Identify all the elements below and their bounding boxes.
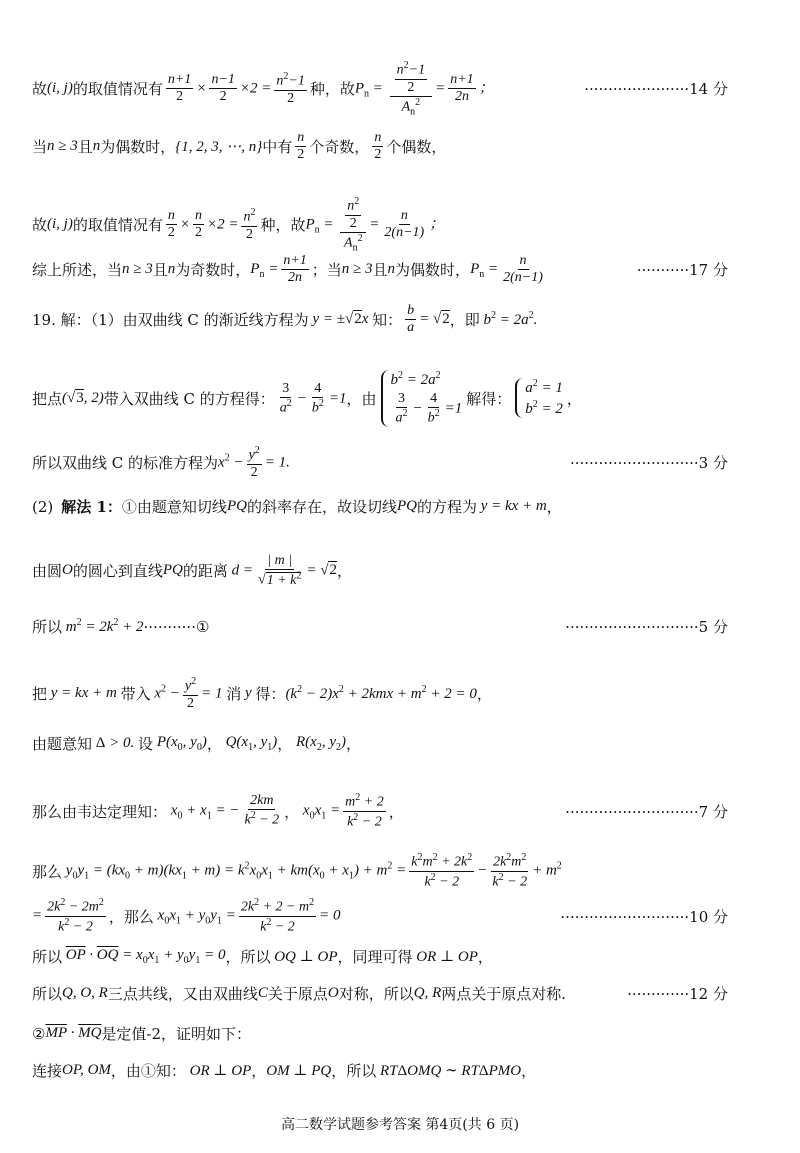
line-1: 故 (i, j) 的取值情况有 $\frac{n+1}{2}$ × $\frac{n-1}{2}$ ×2 = $\frac{n^2-1}{2}$ 种，故 $P_n$ = $\frac{\frac{n^2-1}{2}}{A_n^2}$ = $\frac{n+1}{2n}$ ； ······················14 分 [32, 60, 728, 118]
line-11: 把 y = kx + m 带入 $x^2$ − $\frac{y^2}{2}$ = 1 消 y 得： $(k^2 - 2)x^2 + 2kmx + m^2 + 2 = 0$ ， [32, 676, 492, 711]
line-6: 把点 (√3, 2) 带入双曲线 C 的方程得： $\frac{3}{a^2}$ − $\frac{4}{b^2}$ =1 ，由 $b^2 = 2a^2$ $\frac{3}{a^2}$ − $\frac{4}{b^2}$ =1 解得： $a^2 = 1$ $b^2 = 2$ ， [32, 370, 582, 426]
line-2: 当 n ≥ 3 且 n 为偶数时， {1, 2, 3, ⋯, n} 中有 $\frac{n}{2}$ 个奇数， $\frac{n}{2}$ 个偶数， [32, 130, 447, 163]
score-17: ···········17 分 [636, 261, 728, 280]
line-15: = $\frac{2k^2 - 2m^2}{k^2 - 2}$ ，那么 $x_0x_1 + y_0y_1$ = $\frac{2k^2 + 2 - m^2}{k^2 - 2}$ = 0 ···························10 分 [32, 897, 728, 935]
line-14: 那么 $y_0y_1 = (kx_0 + m)(kx_1 + m) = k^2x_0x_1 + km(x_0 + x_1) + m^2$ = $\frac{k^2m^2 + 2k^2}{k^2 - 2}$ − $\frac{2k^2m^2}{k^2 - 2}$ + $m^2$ [32, 852, 562, 890]
line-16: 所以 $\overline{OP} \cdot \overline{OQ} = x_0x_1 + y_0y_1 = 0$ ，所以 OQ ⊥ OP ，同理可得 OR ⊥ OP ， [32, 947, 493, 966]
line-12: 由题意知 Δ > 0. 设 $P(x_0$, $y_0$) ， $Q(x_1$, $y_1$) ， $R(x_2$, $y_2$) ， [32, 734, 362, 753]
line-7: 所以双曲线 C 的标准方程为 $x^2$ − $\frac{y^2}{2}$ = 1. ···························3 分 [32, 445, 728, 480]
line-4: 综上所述，当 n ≥ 3 且 n 为奇数时， $P_n$ = $\frac{n+1}{2n}$ ；当 n ≥ 3 且 n 为偶数时， $P_n$ = $\frac{n}{2(n-1)}$ ···········17 分 [32, 253, 728, 286]
score-12: ·············12 分 [627, 985, 728, 1003]
line-5: 19. 解：（1）由双曲线 C 的渐近线方程为 y = ±√2x 知： $\frac{b}{a}$ = √2 ，即 $b^2 = 2a^2$. [32, 303, 538, 336]
line-8: (2) 解法 1： ①由题意知切线 PQ 的斜率存在，故设切线 PQ 的方程为 y = kx + m ， [32, 497, 562, 516]
score-10: ···························10 分 [560, 907, 728, 926]
line-13: 那么由韦达定理知： $x_0 + x_1$ = − $\frac{2km}{k^2 - 2}$ ， $x_0x_1$ = $\frac{m^2 + 2}{k^2 - 2}$ ， ····························7 分 [32, 792, 728, 830]
line-10: 所以 $m^2 = 2k^2 + 2$ ···········① ····························5 分 [32, 617, 728, 636]
score-14: ······················14 分 [584, 80, 728, 99]
score-5: ····························5 分 [565, 618, 728, 636]
line-18: ② $\overline{MP} \cdot \overline{MQ}$ 是定值-2，证明如下： [32, 1024, 252, 1043]
line-17: 所以 Q, O, R 三点共线，又由双曲线 C 关于原点 O 对称，所以 Q, R 两点关于原点对称. ·············12 分 [32, 985, 728, 1003]
line-9: 由圆 O 的圆心到直线 PQ 的距离 d = $\frac{| m |}{√1 + k^2}$ = √2 ， [32, 553, 352, 588]
line-3: 故 (i, j) 的取值情况有 $\frac{n}{2}$ × $\frac{n}{2}$ ×2 = $\frac{n^2}{2}$ 种，故 $P_n$ = $\frac{\frac{n^2}{2}}{A_n^2}$ = $\frac{n}{2(n-1)}$ ； [32, 196, 445, 254]
line-19: 连接 OP, OM ，由①知： OR ⊥ OP ， OM ⊥ PQ ，所以 RTΔOMQ ∼ RTΔPMO ， [32, 1062, 537, 1080]
page-footer: 高二数学试题参考答案 第4页(共 6 页) [280, 1117, 520, 1133]
score-3: ···························3 分 [569, 454, 728, 473]
score-7: ····························7 分 [565, 802, 728, 821]
